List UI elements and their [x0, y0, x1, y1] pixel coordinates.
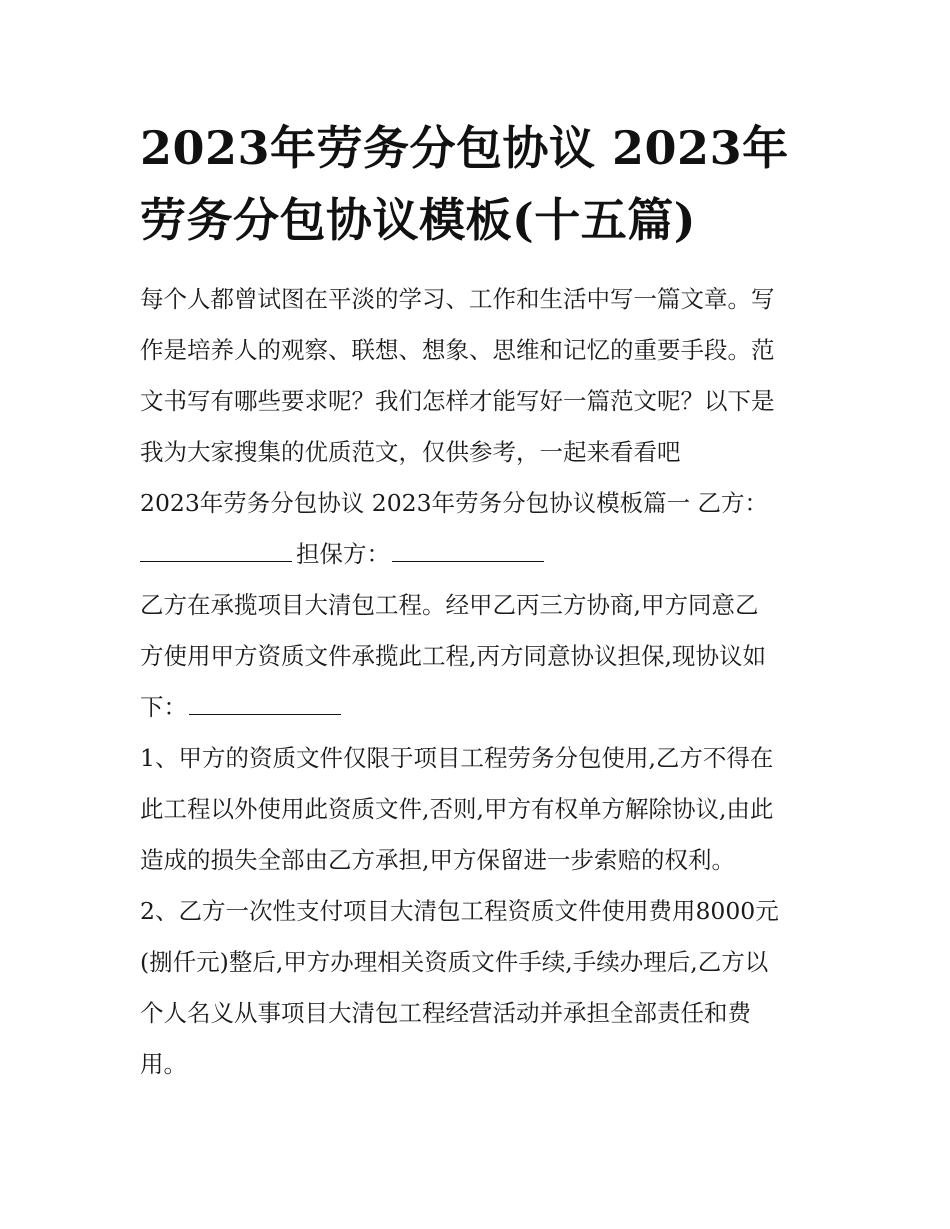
party-b-blank	[140, 537, 292, 562]
guarantor-blank	[392, 537, 544, 562]
agreement-blank	[189, 690, 341, 715]
clause1-line: 此工程以外使用此资质文件,否则,甲方有权单方解除协议,由此	[140, 795, 774, 823]
clause-intro-end-line	[140, 682, 820, 733]
intro-line: 我为大家搜集的优质范文，仅供参考，一起来看看吧	[140, 438, 681, 466]
intro-line: 作是培养人的观察、联想、想象、思维和记忆的重要手段。范	[140, 336, 775, 364]
clause2-line: 个人名义从事项目大清包工程经营活动并承担全部责任和费	[140, 999, 751, 1027]
party-blanks-line	[140, 529, 820, 580]
document-title	[140, 112, 820, 256]
clause1-line: 造成的损失全部由乙方承担,甲方保留进一步索赔的权利。	[140, 846, 735, 874]
title-line: 劳务分包协议模板(十五篇)	[140, 193, 697, 247]
title-line: 2023年劳务分包协议 2023年	[140, 121, 789, 175]
section-heading: 2023年劳务分包协议 2023年劳务分包协议模板篇一 乙方：	[140, 489, 769, 517]
clause2-line: 2、乙方一次性支付项目大清包工程资质文件使用费用8000元	[140, 897, 779, 925]
clause-intro-line: 方使用甲方资质文件承揽此工程,丙方同意协议担保,现协议如	[140, 642, 766, 670]
clause2-line: (捌仟元)整后,甲方办理相关资质文件手续,手续办理后,乙方以	[140, 948, 769, 976]
clause1-line: 1、甲方的资质文件仅限于项目工程劳务分包使用,乙方不得在	[140, 744, 774, 772]
clause2-line: 用。	[140, 1050, 187, 1078]
document-body	[140, 274, 820, 1090]
intro-line: 文书写有哪些要求呢？我们怎样才能写好一篇范文呢？以下是	[140, 387, 775, 415]
clause-intro-line: 乙方在承揽项目大清包工程。经甲乙丙三方协商,甲方同意乙	[140, 591, 759, 619]
guarantor-label: 担保方：	[296, 540, 390, 568]
clause-intro-end: 下：	[140, 693, 187, 721]
intro-line: 每个人都曾试图在平淡的学习、工作和生活中写一篇文章。写	[140, 285, 775, 313]
